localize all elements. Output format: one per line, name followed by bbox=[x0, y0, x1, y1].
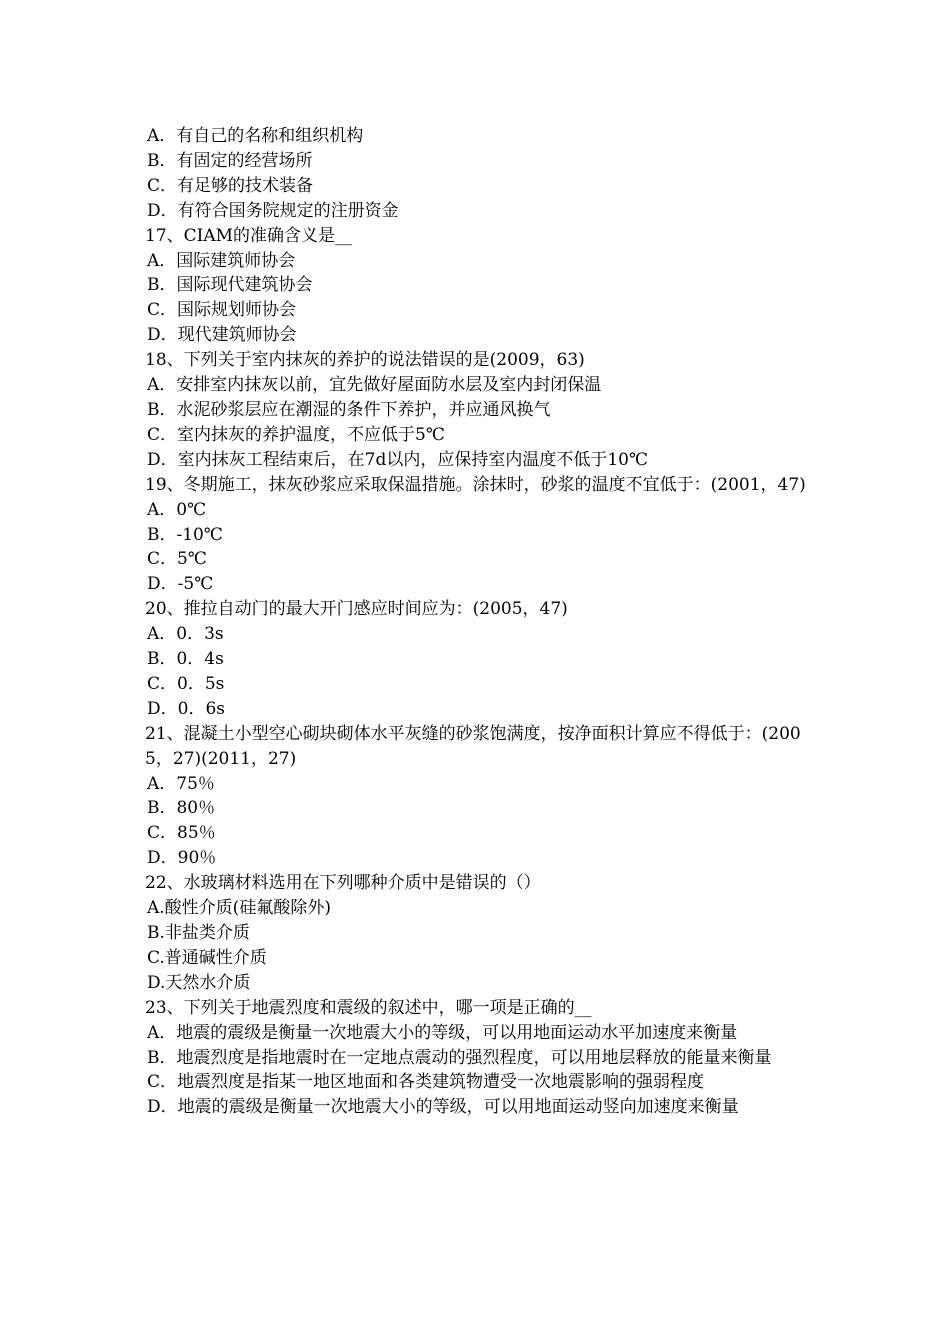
question-text: 18、下列关于室内抹灰的养护的说法错误的是(2009，63) bbox=[145, 350, 585, 371]
answer-option: D．地震的震级是衡量一次地震大小的等级，可以用地面运动竖向加速度来衡量 bbox=[147, 1097, 739, 1118]
document-body bbox=[145, 124, 810, 1120]
answer-option: C．室内抹灰的养护温度，不应低于5℃ bbox=[147, 424, 445, 445]
answer-option: C.普通碱性介质 bbox=[147, 947, 267, 968]
question-text: 20、推拉自动门的最大开门感应时间应为：(2005，47) bbox=[145, 599, 568, 620]
answer-option: C．5℃ bbox=[147, 549, 207, 570]
answer-option: A．0℃ bbox=[147, 499, 207, 520]
answer-option: C．有足够的技术装备 bbox=[147, 175, 314, 196]
answer-option: B．水泥砂浆层应在潮湿的条件下养护，并应通风换气 bbox=[147, 399, 551, 420]
answer-option: A．国际建筑师协会 bbox=[147, 250, 296, 271]
answer-option: A．75％ bbox=[147, 773, 215, 794]
answer-option: A.酸性介质(硅氟酸除外) bbox=[147, 898, 331, 919]
answer-option: C．地震烈度是指某一地区地面和各类建筑物遭受一次地震影响的强弱程度 bbox=[147, 1072, 705, 1093]
question-text: 22、水玻璃材料选用在下列哪种介质中是错误的（） bbox=[145, 873, 541, 894]
answer-option: A．0．3s bbox=[147, 624, 224, 645]
answer-option: D．现代建筑师协会 bbox=[147, 325, 297, 346]
question-text: 23、下列关于地震烈度和震级的叙述中，哪一项是正确的__ bbox=[145, 997, 592, 1018]
answer-option: B．国际现代建筑协会 bbox=[147, 275, 313, 296]
answer-option: B．地震烈度是指地震时在一定地点震动的强烈程度，可以用地层释放的能量来衡量 bbox=[147, 1047, 772, 1068]
answer-option: D．0．6s bbox=[147, 698, 225, 719]
answer-option: B.非盐类介质 bbox=[147, 923, 250, 943]
answer-option: D．有符合国务院规定的注册资金 bbox=[147, 200, 399, 221]
question-text: 19、冬期施工，抹灰砂浆应采取保温措施。涂抹时，砂浆的温度不宜低于：(2001，47) bbox=[145, 474, 806, 495]
answer-option: A．地震的震级是衡量一次地震大小的等级，可以用地面运动水平加速度来衡量 bbox=[147, 1022, 738, 1043]
answer-option: B．80％ bbox=[147, 798, 216, 819]
answer-option: A．安排室内抹灰以前，宜先做好屋面防水层及室内封闭保温 bbox=[147, 375, 602, 396]
answer-option: A．有自己的名称和组织机构 bbox=[147, 126, 364, 146]
answer-option: C．国际规划师协会 bbox=[147, 300, 297, 321]
question-text: 21、混凝土小型空心砌块砌体水平灰缝的砂浆饱满度，按净面积计算应不得低于：(2005，27)(2011，27) bbox=[145, 723, 801, 769]
answer-option: D．-5℃ bbox=[147, 574, 214, 595]
answer-option: D.天然水介质 bbox=[147, 972, 251, 993]
answer-option: D．室内抹灰工程结束后，在7d以内，应保持室内温度不低于10℃ bbox=[147, 449, 648, 470]
answer-option: B．-10℃ bbox=[147, 524, 223, 545]
answer-option: C．85％ bbox=[147, 823, 216, 844]
answer-option: B．0．4s bbox=[147, 649, 224, 670]
answer-option: C．0．5s bbox=[147, 673, 225, 694]
question-text: 17、CIAM的准确含义是__ bbox=[145, 225, 353, 246]
answer-option: D．90％ bbox=[147, 848, 217, 869]
answer-option: B．有固定的经营场所 bbox=[147, 150, 313, 171]
